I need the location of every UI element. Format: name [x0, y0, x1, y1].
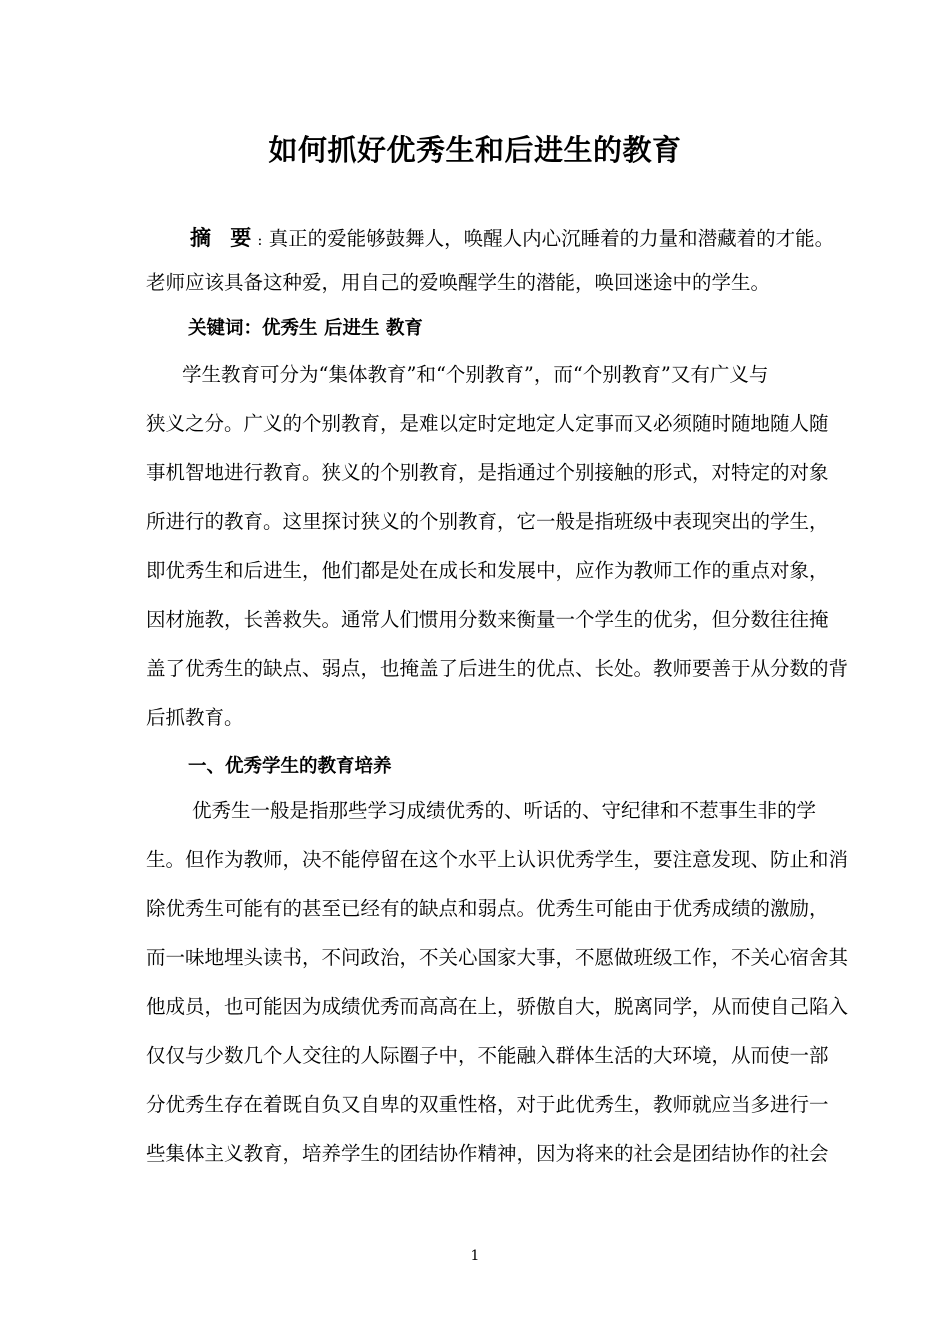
paragraph-line: 仅仅与少数几个人交往的人际圈子中，不能融入群体生活的大环境，从而使一部 [146, 1044, 829, 1067]
paragraph-line: 事机智地进行教育。狭义的个别教育，是指通过个别接触的形式，对特定的对象 [146, 461, 829, 484]
section-heading: 一、优秀学生的教育培养 [188, 756, 392, 777]
paragraph-line: 即优秀生和后进生，他们都是处在成长和发展中，应作为教师工作的重点对象， [146, 559, 829, 582]
paragraph-line: 些集体主义教育，培养学生的团结协作精神，因为将来的社会是团结协作的社会 [146, 1142, 829, 1165]
paragraph-line: 学生教育可分为“集体教育”和“个别教育”，而“个别教育”又有广义与 [182, 363, 769, 386]
paragraph-line: 除优秀生可能有的甚至已经有的缺点和弱点。优秀生可能由于优秀成绩的激励， [146, 897, 829, 920]
document-title: 如何抓好优秀生和后进生的教育 [268, 133, 682, 167]
keywords-line: 关键词：优秀生 后进生 教育 [188, 318, 423, 339]
paragraph-line: 盖了优秀生的缺点、弱点，也掩盖了后进生的优点、长处。教师要善于从分数的背 [146, 657, 849, 680]
paragraph-line: 狭义之分。广义的个别教育，是难以定时定地定人定事而又必须随时随地随人随 [146, 412, 829, 435]
abstract-line-2: 老师应该具备这种爱，用自己的爱唤醒学生的潜能，唤回迷途中的学生。 [146, 271, 771, 294]
section1-paragraph [146, 791, 849, 1174]
abstract-label: 摘 要 [190, 225, 258, 250]
intro-paragraph [146, 355, 849, 738]
abstract-line-1 [146, 218, 835, 258]
abstract-text-line-1: 真正的爱能够鼓舞人，唤醒人内心沉睡着的力量和潜藏着的才能。 [268, 227, 835, 250]
paragraph-line: 而一味地埋头读书，不问政治，不关心国家大事，不愿做班级工作，不关心宿舍其 [146, 946, 849, 969]
paragraph-line: 生。但作为教师，决不能停留在这个水平上认识优秀学生，要注意发现、防止和消 [146, 848, 849, 871]
paragraph-line: 所进行的教育。这里探讨狭义的个别教育，它一般是指班级中表现突出的学生， [146, 510, 829, 533]
paragraph-line: 他成员，也可能因为成绩优秀而高高在上，骄傲自大，脱离同学，从而使自己陷入 [146, 995, 849, 1018]
paragraph-line: 因材施教，长善救失。通常人们惯用分数来衡量一个学生的优劣，但分数往往掩 [146, 608, 829, 631]
paragraph-line: 分优秀生存在着既自负又自卑的双重性格，对于此优秀生，教师就应当多进行一 [146, 1093, 829, 1116]
paragraph-line: 后抓教育。 [146, 706, 244, 729]
paragraph-line: 优秀生一般是指那些学习成绩优秀的、听话的、守纪律和不惹事生非的学 [192, 799, 817, 822]
abstract-block [146, 218, 835, 303]
abstract-colon: : [257, 231, 263, 249]
page-number: 1 [470, 1248, 480, 1264]
